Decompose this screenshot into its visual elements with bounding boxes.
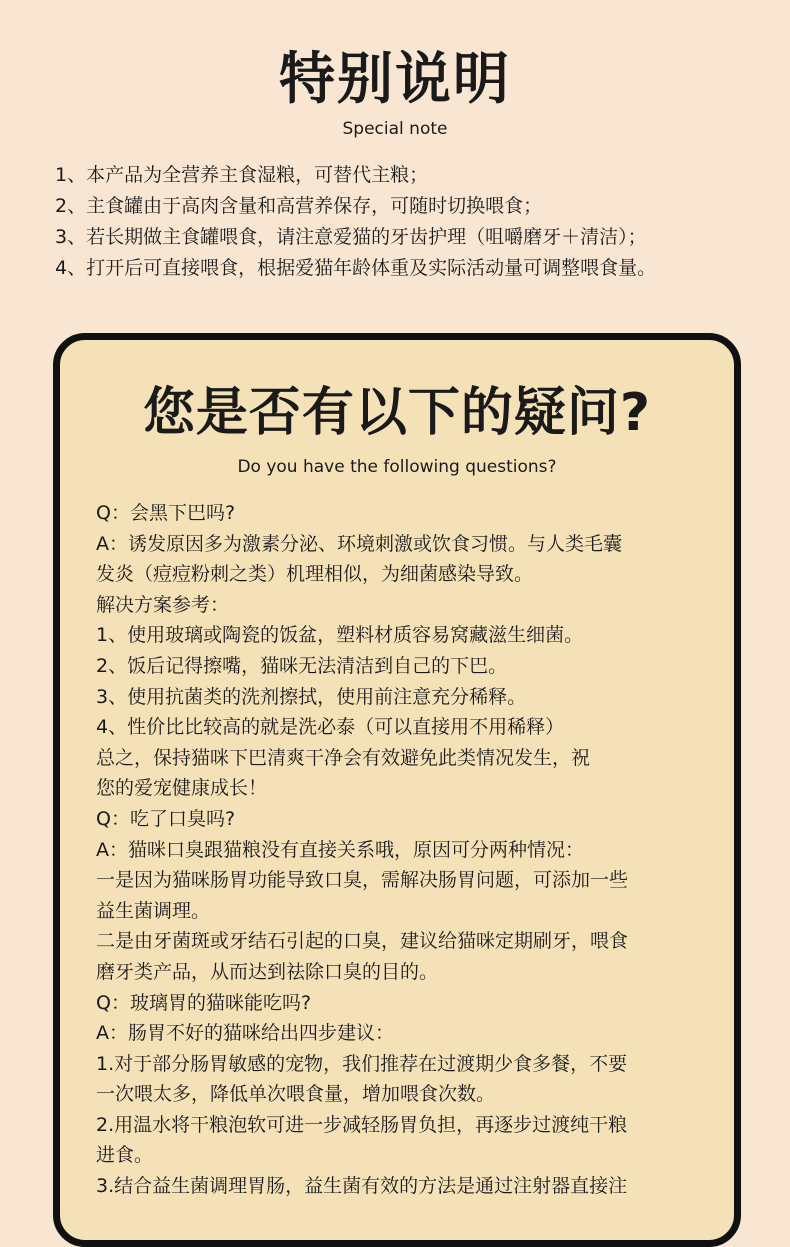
faq-line: 2.用温水将干粮泡软可进一步减轻肠胃负担，再逐步过渡纯干粮 [96, 1113, 628, 1136]
page-subtitle: Special note [342, 119, 448, 139]
faq-line: Q：会黑下巴吗? [96, 502, 236, 524]
faq-line: 2、饭后记得擦嘴，猫咪无法清洁到自己的下巴。 [96, 654, 508, 677]
faq-line: 总之，保持猫咪下巴清爽干净会有效避免此类情况发生，祝 [96, 746, 591, 769]
note-item: 1、本产品为全营养主食湿粮，可替代主粮； [55, 164, 429, 186]
faq-card [53, 333, 741, 1247]
faq-line: 1.对于部分肠胃敏感的宠物，我们推荐在过渡期少食多餐，不要 [96, 1052, 628, 1075]
faq-line: 3、使用抗菌类的洗剂擦拭，使用前注意充分稀释。 [96, 685, 527, 708]
faq-line: A：诱发原因多为激素分泌、环境刺激或饮食习惯。与人类毛囊 [96, 532, 622, 555]
faq-line: 3.结合益生菌调理胃肠，益生菌有效的方法是通过注射器直接注 [96, 1175, 628, 1198]
faq-line: A：肠胃不好的猫咪给出四步建议： [96, 1022, 394, 1045]
faq-line: 您的爱宠健康成长！ [96, 777, 268, 800]
faq-line: Q：玻璃胃的猫咪能吃吗? [96, 991, 312, 1014]
faq-line: 二是由牙菌斑或牙结石引起的口臭，建议给猫咪定期刷牙，喂食 [96, 930, 629, 953]
faq-line: 解决方案参考： [96, 593, 230, 616]
faq-line: 一是因为猫咪肠胃功能导致口臭，需解决肠胃问题，可添加一些 [96, 869, 629, 892]
faq-subtitle: Do you have the following questions? [237, 457, 557, 477]
faq-line: 1、使用玻璃或陶瓷的饭盆，塑料材质容易窝藏滋生细菌。 [96, 624, 584, 647]
note-item: 3、若长期做主食罐喂食，请注意爱猫的牙齿护理（咀嚼磨牙＋清洁）； [55, 226, 647, 248]
faq-line: Q：吃了口臭吗? [96, 807, 236, 830]
faq-content [96, 498, 716, 1202]
faq-title: 您是否有以下的疑问? [142, 383, 652, 443]
faq-line: 磨牙类产品，从而达到祛除口臭的目的。 [96, 960, 439, 983]
page-title: 特别说明 [279, 47, 511, 112]
notes-list [55, 160, 775, 284]
faq-line: 发炎（痘痘粉刺之类）机理相似，为细菌感染导致。 [96, 563, 534, 586]
faq-line: A：猫咪口臭跟猫粮没有直接关系哦，原因可分两种情况： [96, 838, 584, 861]
faq-line: 益生菌调理。 [96, 899, 211, 922]
faq-line: 进食。 [96, 1144, 154, 1167]
note-item: 4、打开后可直接喂食，根据爱猫年龄体重及实际活动量可调整喂食量。 [55, 257, 657, 279]
faq-line: 一次喂太多，降低单次喂食量，增加喂食次数。 [96, 1083, 496, 1106]
faq-line: 4、性价比比较高的就是洗必泰（可以直接用不用稀释） [96, 716, 565, 739]
note-item: 2、主食罐由于高肉含量和高营养保存，可随时切换喂食； [55, 195, 543, 217]
